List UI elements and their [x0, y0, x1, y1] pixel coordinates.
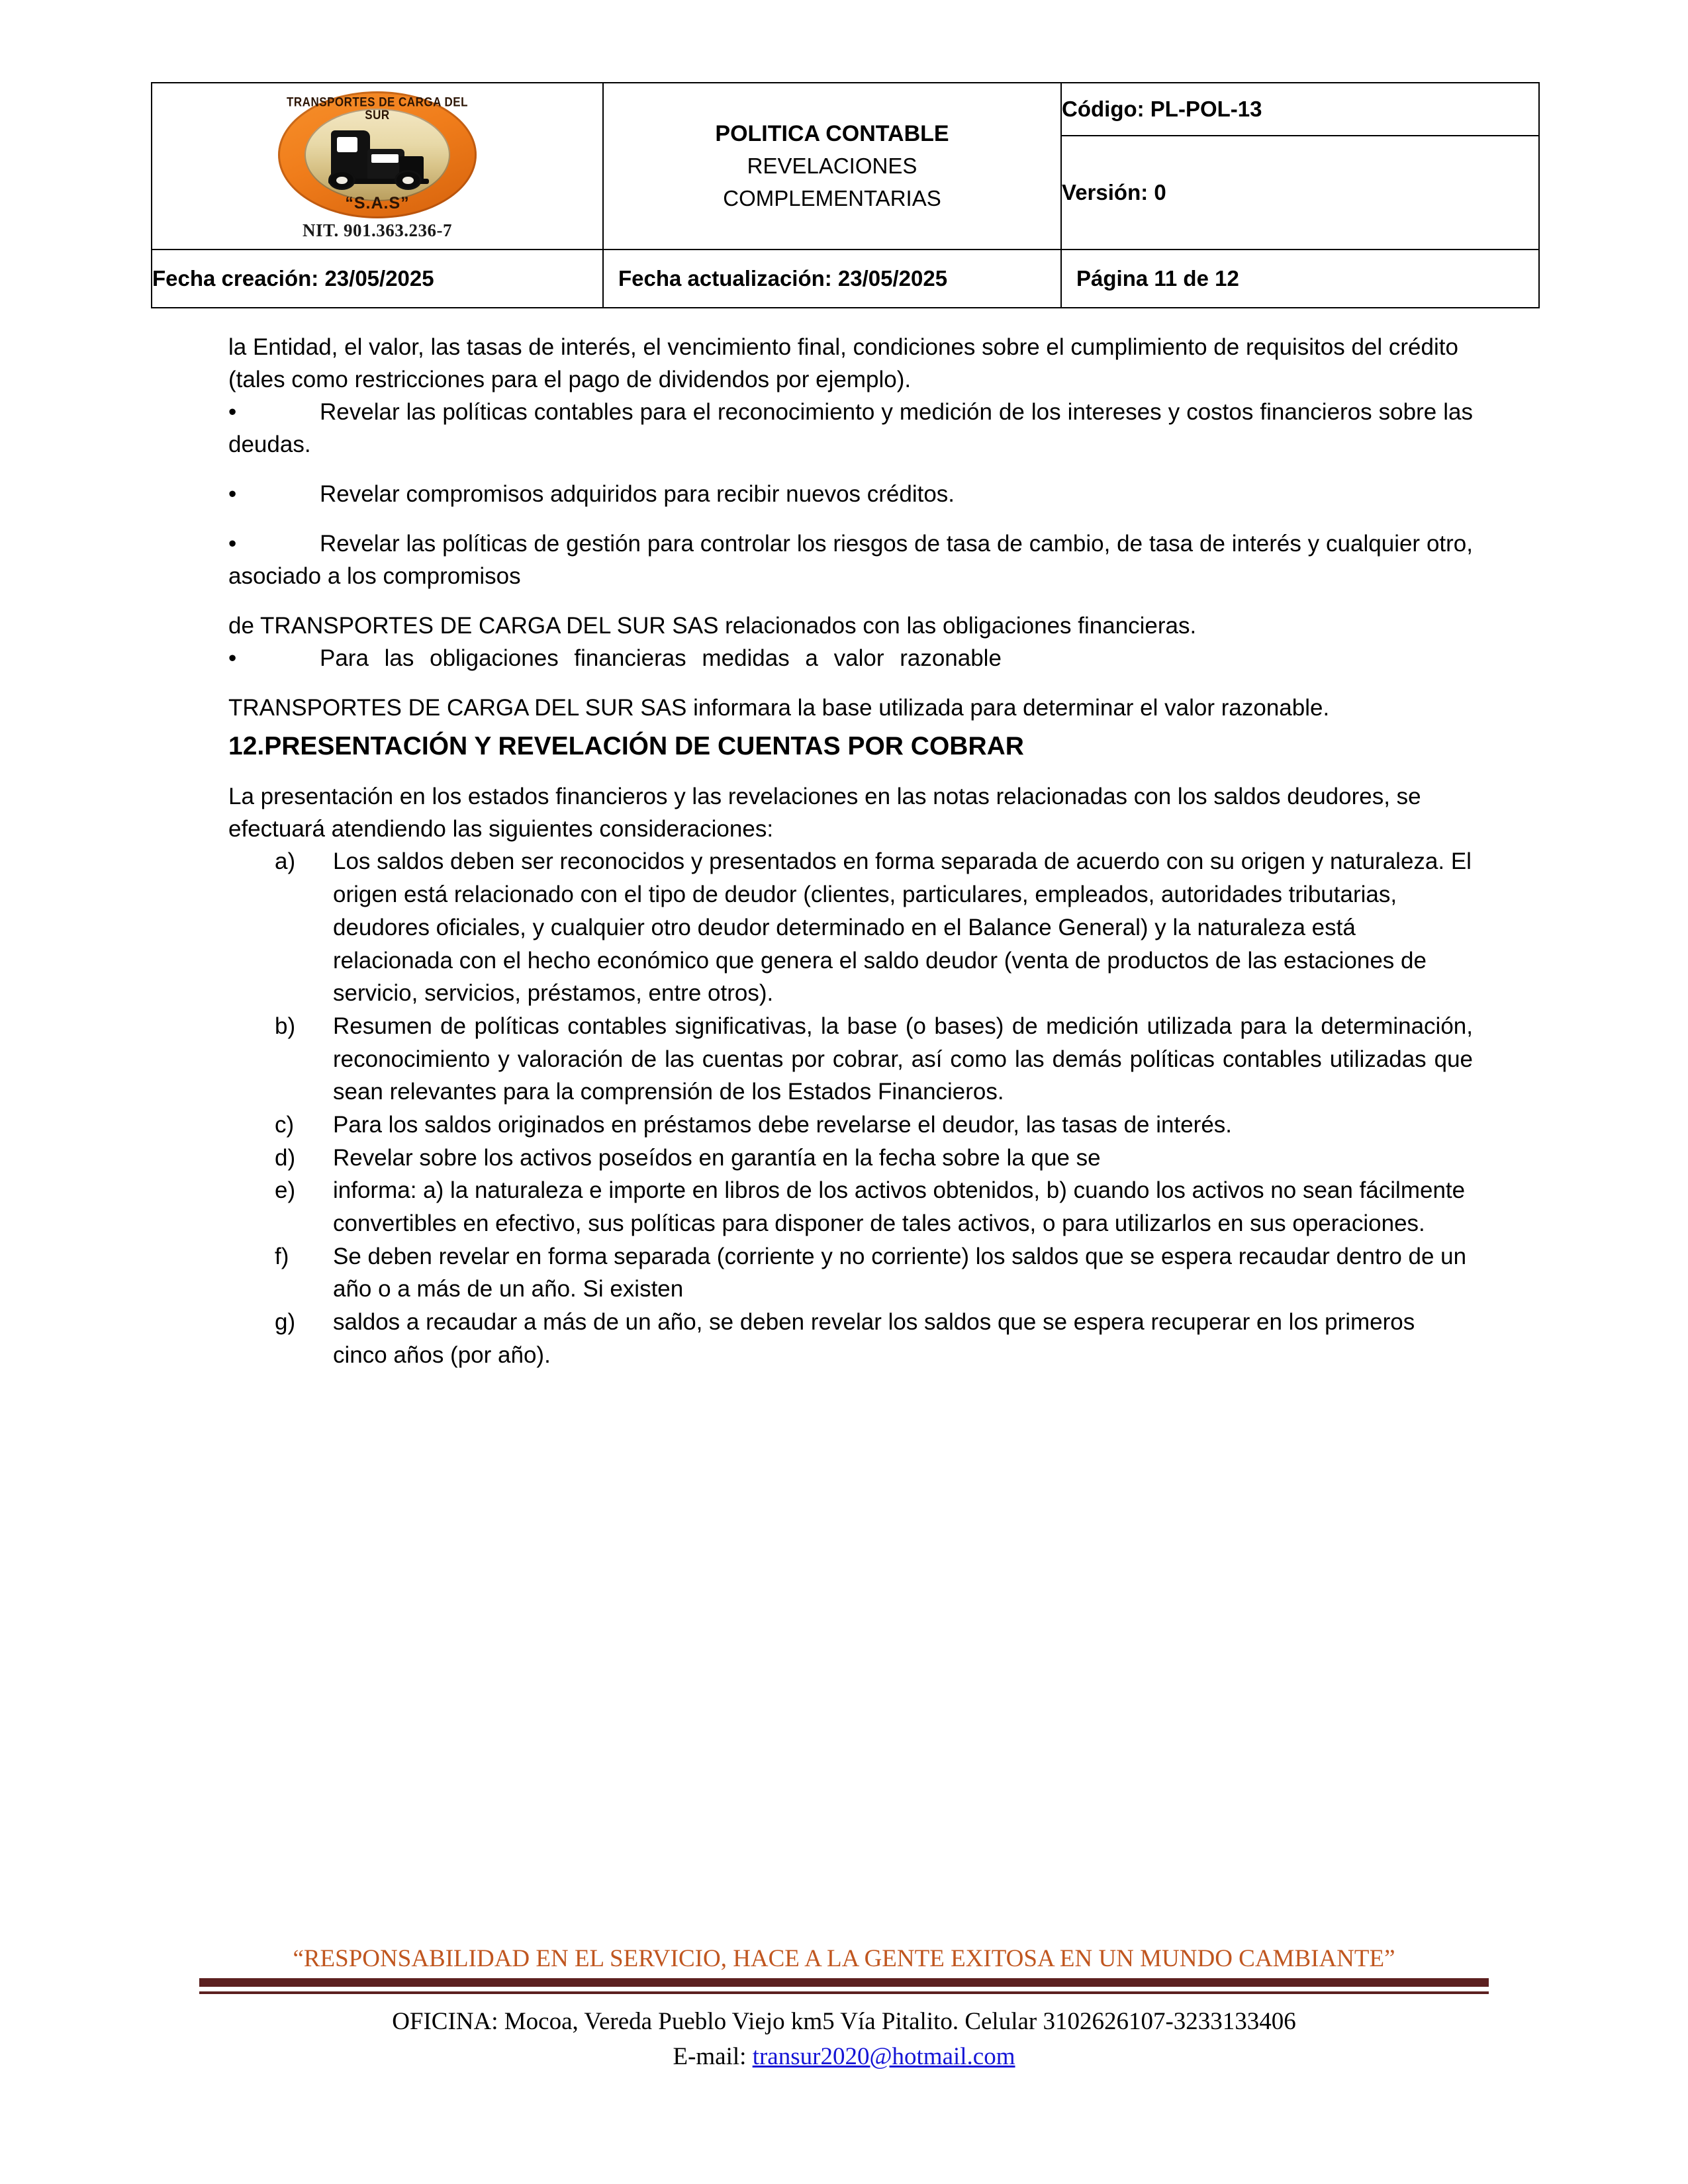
- paragraph-continuation: la Entidad, el valor, las tasas de interés, el vencimiento final, condiciones sobre el cumplimiento de requisitos del crédito (tales como restricciones para el pago de dividendos por ejemplo).: [228, 334, 1458, 392]
- company-logo: [278, 91, 477, 241]
- footer-divider-thick: [199, 1978, 1489, 1987]
- email-link[interactable]: transur2020@hotmail.com: [752, 2042, 1015, 2070]
- header-row-top: [152, 83, 1539, 136]
- paragraph-after-bullet-4: TRANSPORTES DE CARGA DEL SUR SAS informara la base utilizada para determinar el valor razonable.: [228, 695, 1330, 721]
- footer-divider: [199, 1978, 1489, 1994]
- logo-ring-text-top: TRANSPORTES DE CARGA DEL SUR: [287, 95, 468, 122]
- list-item: [275, 1306, 1473, 1371]
- list-item-text: Resumen de políticas contables significativas, la base (o bases) de medición utilizada para la determinación, reconocimiento y valoración de las cuentas por cobrar, así como las demás políticas contables utilizadas que sean relevantes para la comprensión de los Estados Financieros.: [333, 1013, 1473, 1105]
- list-item: [275, 1010, 1473, 1109]
- list-item-marker: a): [275, 848, 296, 875]
- document-title: POLITICA CONTABLE: [715, 121, 949, 147]
- list-item-marker: c): [275, 1111, 295, 1138]
- list-item-marker: b): [275, 1013, 296, 1039]
- logo-inner-scene: [305, 109, 450, 201]
- email-label: E-mail:: [673, 2042, 747, 2070]
- pagina-cell: Página 11 de 12: [1061, 250, 1539, 308]
- footer-divider-gap: [199, 1987, 1489, 1991]
- paragraph-after-bullet-3: de TRANSPORTES DE CARGA DEL SUR SAS relacionados con las obligaciones financieras.: [228, 613, 1197, 639]
- bullet-dot-icon: •: [228, 481, 237, 507]
- section-heading-12: 12.PRESENTACIÓN Y REVELACIÓN DE CUENTAS POR COBRAR: [228, 732, 1024, 760]
- list-item: [275, 1174, 1473, 1240]
- list-item: [275, 1142, 1473, 1175]
- bullet-item-1-text: Revelar las políticas contables para el reconocimiento y medición de los intereses y costos financieros sobre las deudas.: [228, 399, 1473, 457]
- bullet-item-4-text: Para las obligaciones financieras medidas a valor razonable: [320, 645, 1002, 671]
- office-address: OFICINA: Mocoa, Vereda Pueblo Viejo km5 Vía Pitalito. Celular 3102626107-3233133406: [392, 2007, 1296, 2035]
- company-nit: NIT. 901.363.236-7: [302, 220, 452, 241]
- footer-divider-thin: [199, 1991, 1489, 1994]
- list-item-marker: g): [275, 1309, 296, 1336]
- list-item-text: Para los saldos originados en préstamos debe revelarse el deudor, las tasas de interés.: [333, 1111, 1233, 1138]
- version-cell: Versión: 0: [1061, 136, 1539, 250]
- bullet-dot-icon: •: [228, 399, 237, 425]
- lettered-list: [228, 845, 1473, 1371]
- logo-cell: [152, 83, 603, 250]
- list-item-text: informa: a) la naturaleza e importe en libros de los activos obtenidos, b) cuando los activos no sean fácilmente convertibles en efectivo, sus políticas para disponer de tales activos, o para utilizarlos en sus operaciones.: [333, 1177, 1466, 1237]
- bullet-dot-icon: •: [228, 645, 237, 671]
- list-item-marker: f): [275, 1243, 289, 1269]
- bullet-item-1: [228, 396, 1473, 461]
- header-row-dates: [152, 250, 1539, 308]
- bullet-item-4: [228, 642, 1473, 674]
- list-item: [275, 1240, 1473, 1306]
- document-header-table: [151, 82, 1540, 308]
- bullet-dot-icon: •: [228, 531, 237, 557]
- codigo-cell: Código: PL-POL-13: [1061, 83, 1539, 136]
- section-12-intro: La presentación en los estados financieros y las revelaciones en las notas relacionadas con los saldos deudores, se efectuará atendiendo las siguientes consideraciones:: [228, 784, 1421, 842]
- document-footer: [0, 1946, 1688, 2073]
- document-subtitle-line2: COMPLEMENTARIAS: [723, 186, 941, 211]
- list-item-marker: e): [275, 1177, 296, 1204]
- document-title-cell: [603, 83, 1061, 250]
- document-subtitle-line1: REVELACIONES: [747, 154, 917, 179]
- list-item-text: saldos a recaudar a más de un año, se deben revelar los saldos que se espera recuperar en los primeros cinco años (por año).: [333, 1309, 1415, 1368]
- logo-badge: [278, 91, 477, 218]
- list-item-text: Los saldos deben ser reconocidos y presentados en forma separada de acuerdo con su origen y naturaleza. El origen está relacionado con el tipo de deudor (clientes, particulares, empleados, autoridades tributarias, deudores oficiales, y cualquier otro deudor determinado en el Balance General) y la naturaleza está relacionada con el hecho económico que genera el saldo deudor (venta de productos de las estaciones de servicio, servicios, préstamos, entre otros).: [333, 848, 1472, 1007]
- email-row: [0, 2040, 1688, 2073]
- bullet-item-3: [228, 527, 1473, 592]
- truck-icon: [316, 129, 439, 190]
- company-slogan: “RESPONSABILIDAD EN EL SERVICIO, HACE A LA GENTE EXITOSA EN UN MUNDO CAMBIANTE”: [293, 1945, 1395, 1972]
- bullet-item-2: [228, 478, 1473, 510]
- list-item-text: Se deben revelar en forma separada (corriente y no corriente) los saldos que se espera recaudar dentro de un año o a más de un año. Si existen: [333, 1243, 1467, 1302]
- list-item-text: Revelar sobre los activos poseídos en garantía en la fecha sobre la que se: [333, 1144, 1101, 1171]
- fecha-actualizacion-cell: Fecha actualización: 23/05/2025: [603, 250, 1061, 308]
- list-item: [275, 1109, 1473, 1142]
- bullet-item-2-text: Revelar compromisos adquiridos para recibir nuevos créditos.: [320, 481, 955, 507]
- list-item-marker: d): [275, 1144, 296, 1171]
- content-column: [228, 331, 1473, 1371]
- fecha-creacion-cell: Fecha creación: 23/05/2025: [152, 250, 603, 308]
- bullet-item-3-text: Revelar las políticas de gestión para controlar los riesgos de tasa de cambio, de tasa de interés y cualquier otro, asociado a los compromisos: [228, 531, 1473, 589]
- list-item: [275, 845, 1473, 1009]
- logo-ring-text-bottom: “S.A.S”: [345, 194, 410, 213]
